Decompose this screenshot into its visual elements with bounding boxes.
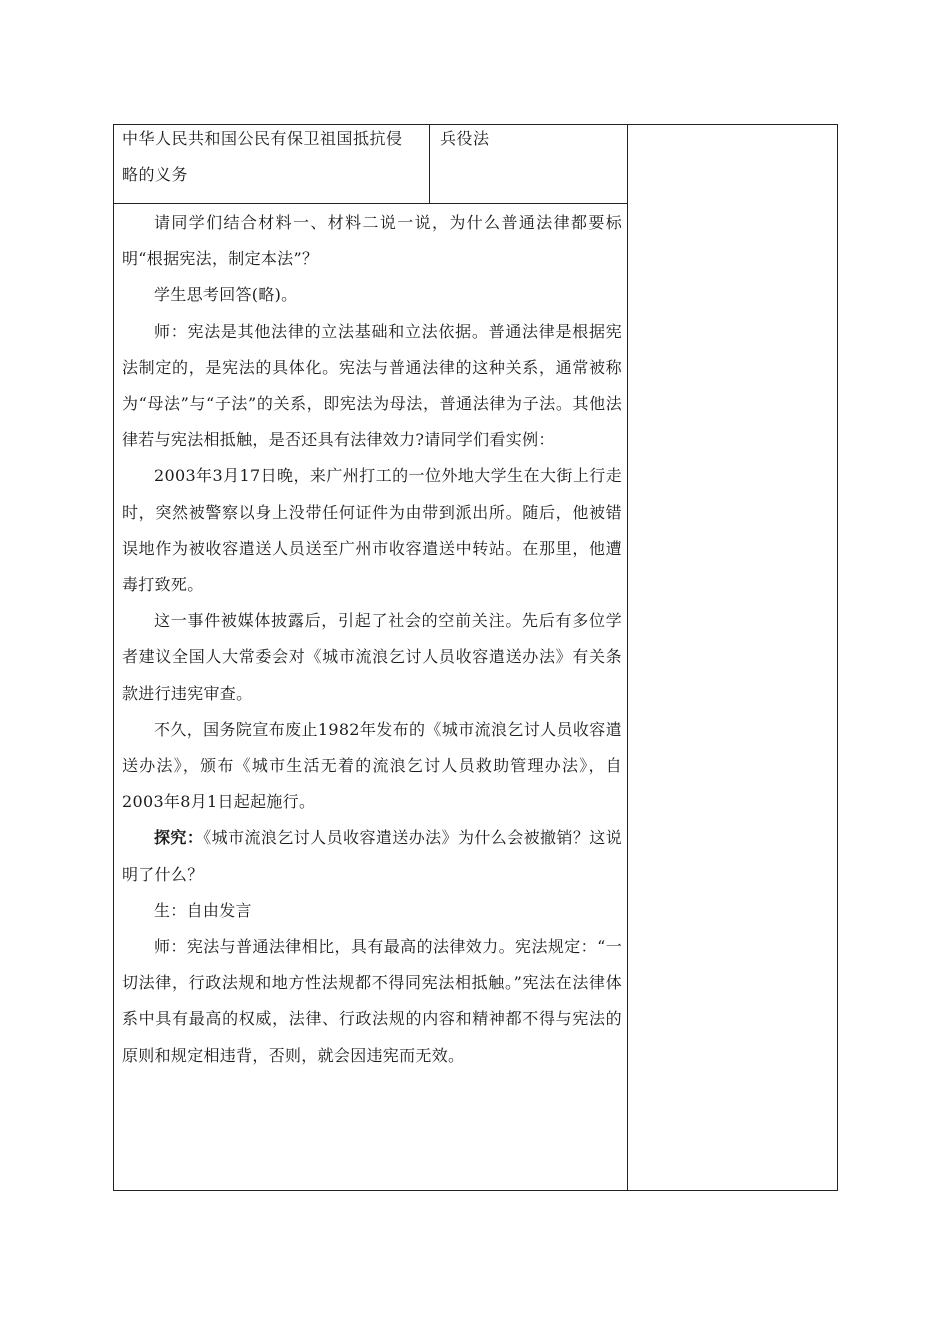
paragraph-teacher-conclusion: 师：宪法与普通法律相比，具有最高的法律效力。宪法规定：“一切法律，行政法规和地方性法规都不得同宪法相抵触。”宪法在法律体系中具有最高的权威，法律、行政法规的内容和精神都不得与宪法的原则和规定相违背，否则，就会因违宪而无效。	[122, 937, 622, 1065]
paragraph-case-outcome: 不久，国务院宣布废止1982年发布的《城市流浪乞讨人员收容遣送办法》，颁布《城市生活无着的流浪乞讨人员救助管理办法》，自2003年8月1日起起施行。	[122, 719, 622, 812]
column-divider	[627, 125, 628, 1190]
law-article-cell	[122, 121, 422, 193]
law-table-divider	[429, 125, 430, 203]
law-article-line2: 略的义务	[122, 165, 189, 184]
paragraph-question: 请同学们结合材料一、材料二说一说，为什么普通法律都要标明“根据宪法，制定本法”？	[122, 213, 622, 269]
paragraph-student-answer: 学生思考回答(略)。	[154, 285, 298, 305]
paragraph-case-response: 这一事件被媒体披露后，引起了社会的空前关注。先后有多位学者建议全国人大常委会对《城市流浪乞讨人员收容遣送办法》有关条款进行违宪审查。	[122, 611, 622, 703]
law-name-cell: 兵役法	[440, 129, 490, 148]
lesson-body	[122, 205, 622, 1074]
paragraph-inquiry	[122, 820, 622, 892]
inquiry-text: 《城市流浪乞讨人员收容遣送办法》为什么会被撤销？这说明了什么？	[122, 828, 622, 884]
paragraph-case-event: 2003年3月17日晚，来广州打工的一位外地大学生在大街上行走时，突然被警察以身上没带任何证件为由带到派出所。随后，他被错误地作为被收容遣送人员送至广州市收容遣送中转站。在那里，他遭毒打致死。	[122, 466, 622, 595]
law-article-line1: 中华人民共和国公民有保卫祖国抵抗侵	[122, 129, 403, 148]
paragraph-student-discussion: 生：自由发言	[154, 900, 252, 920]
law-table	[114, 125, 627, 203]
lesson-table	[113, 124, 838, 1191]
inquiry-label: 探究：	[154, 828, 204, 848]
paragraph-teacher-explanation: 师：宪法是其他法律的立法基础和立法依据。普通法律是根据宪法制定的，是宪法的具体化。宪法与普通法律的这种关系，通常被称为“母法”与“子法”的关系，即宪法为母法，普通法律为子法。其他法律若与宪法相抵触，是否还具有法律效力?请同学们看实例：	[122, 321, 622, 450]
law-table-bottom-border	[114, 203, 627, 204]
